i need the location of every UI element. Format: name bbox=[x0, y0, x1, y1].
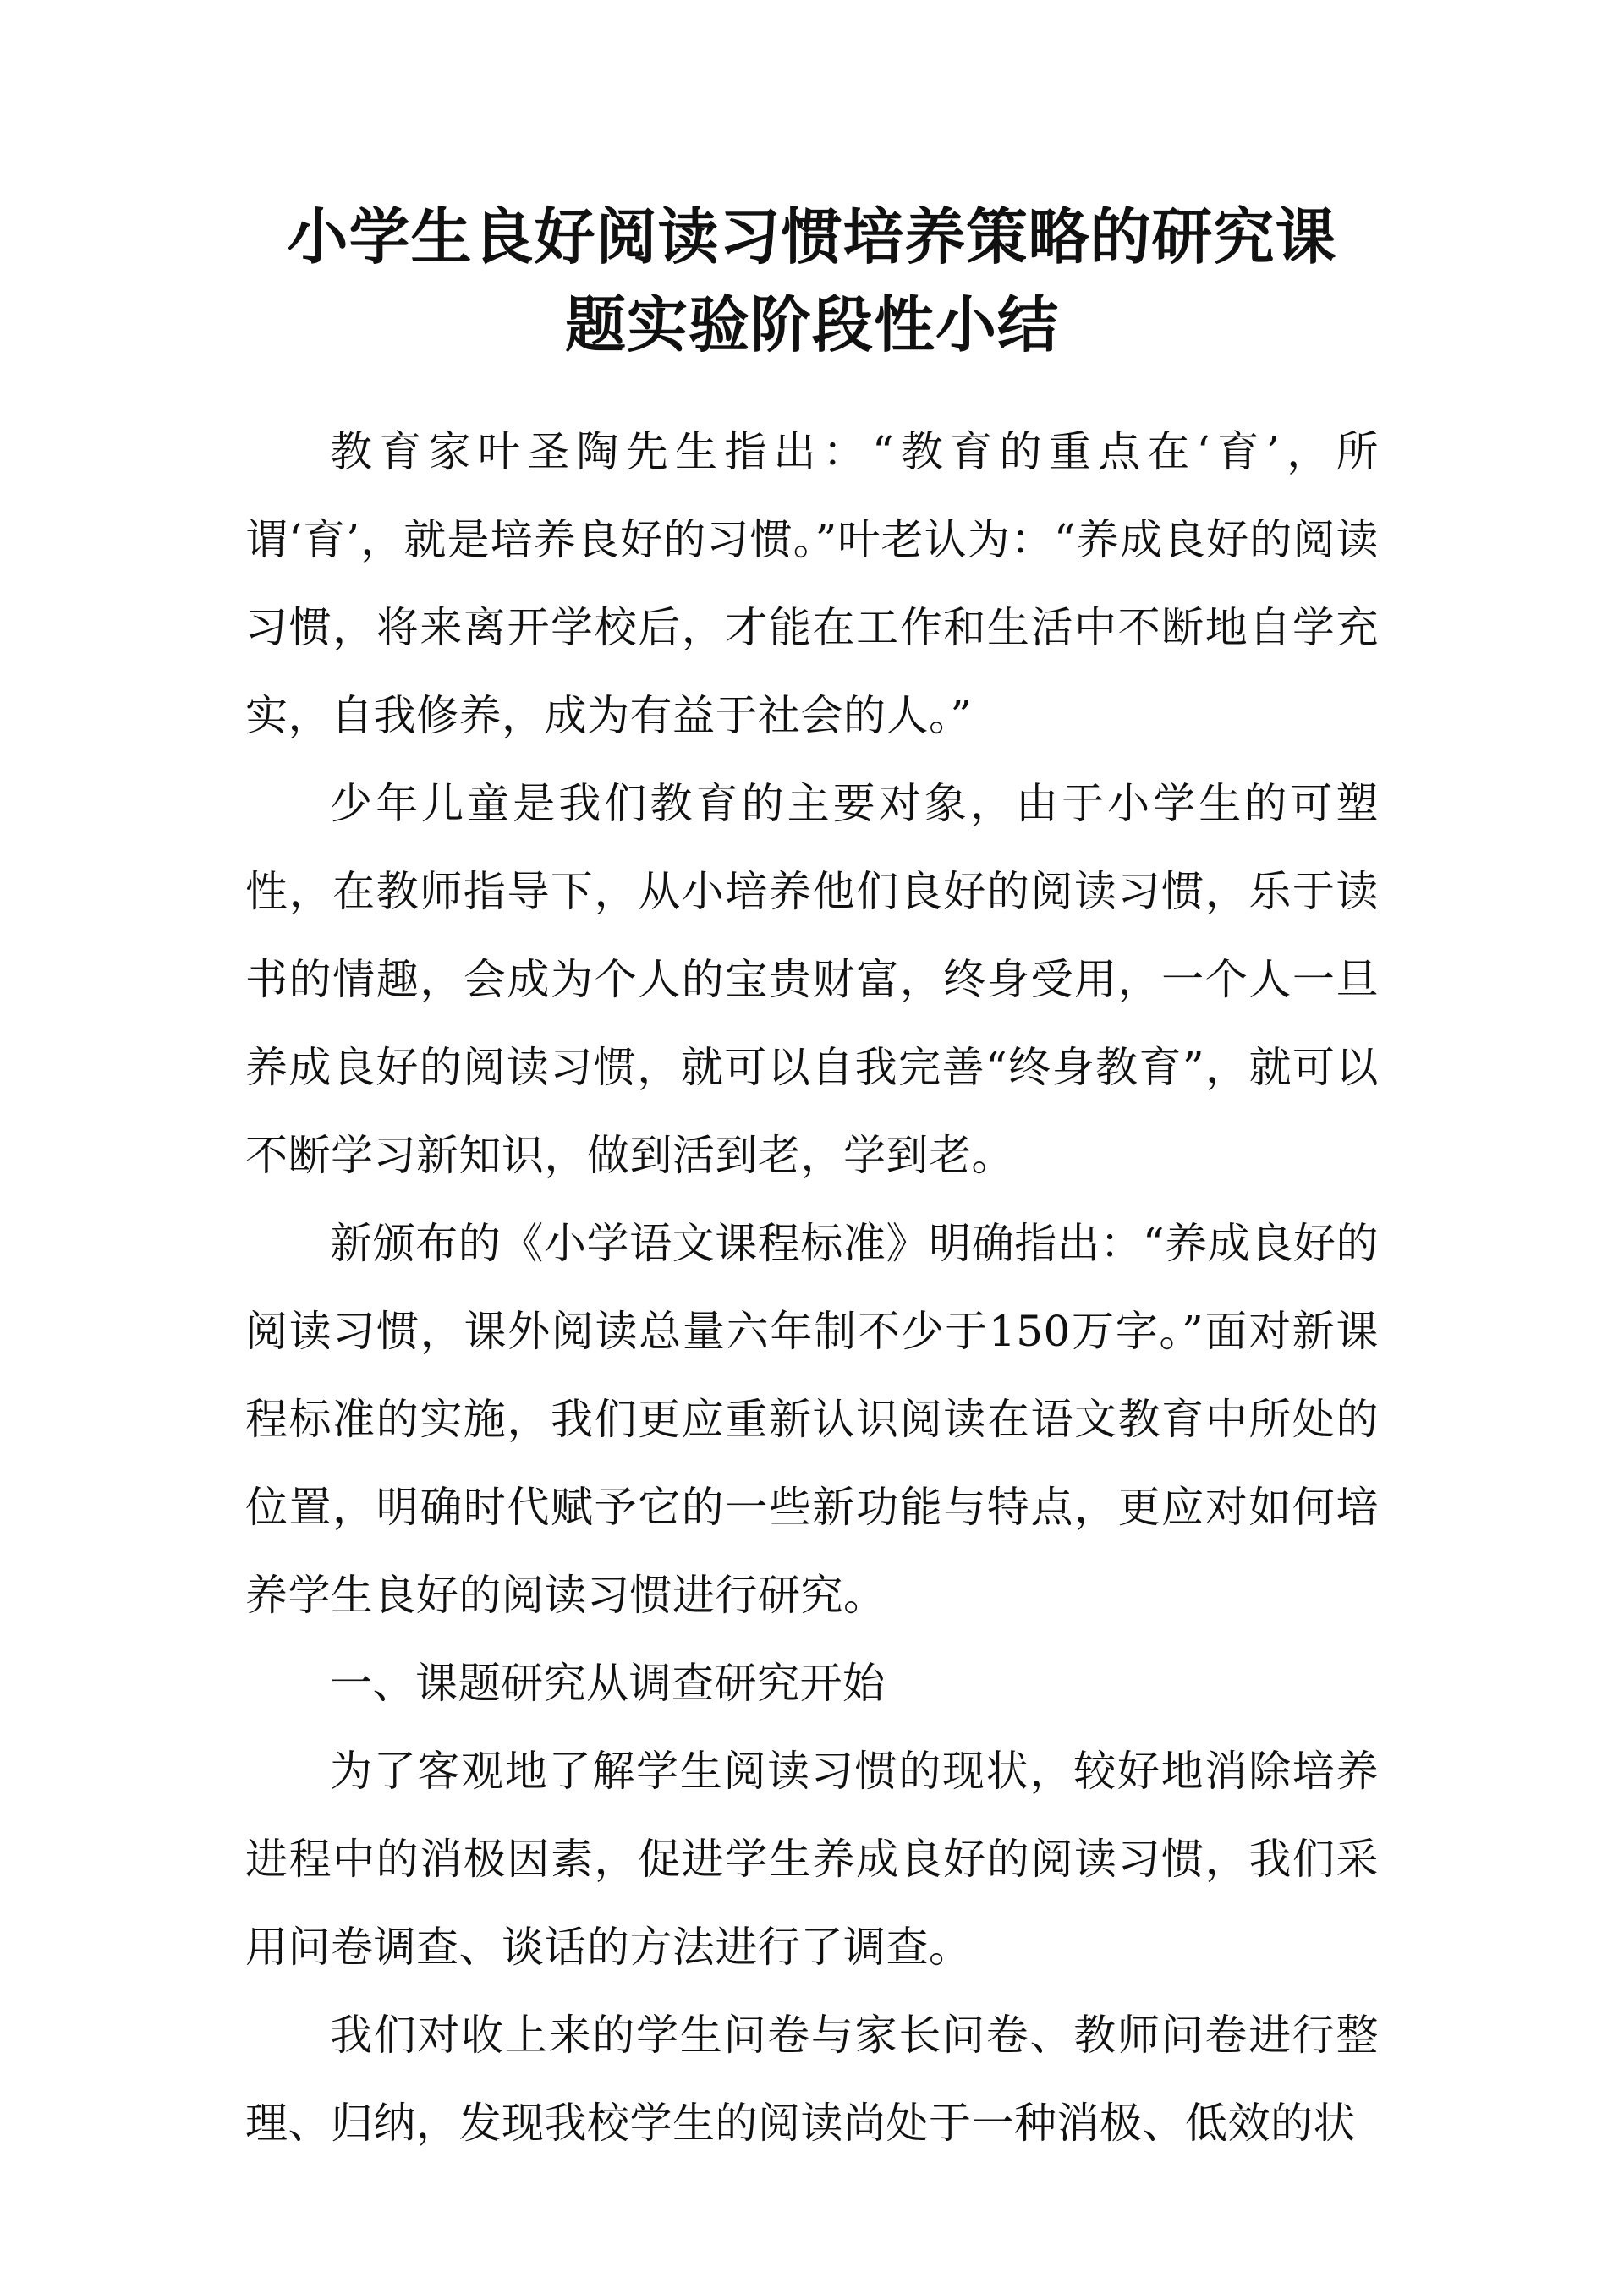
paragraph-4: 为了客观地了解学生阅读习惯的现状，较好地消除培养进程中的消极因素，促进学生养成良好的阅读习惯，我们采用问卷调查、谈话的方法进行了调查。 bbox=[245, 1747, 1379, 1972]
title-line-2: 题实验阶段性小结 bbox=[564, 288, 1059, 360]
paragraph-2: 少年儿童是我们教育的主要对象，由于小学生的可塑性，在教师指导下，从小培养他们良好的阅读习惯，乐于读书的情趣，会成为个人的宝贵财富，终身受用，一个人一旦养成良好的阅读习惯，就可以自我完善“终身教育”，就可以不断学习新知识，做到活到老，学到老。 bbox=[245, 779, 1379, 1180]
title-line-1: 小学生良好阅读习惯培养策略的研究课 bbox=[287, 200, 1337, 272]
paragraph-3: 新颁布的《小学语文课程标准》明确指出：“养成良好的阅读习惯，课外阅读总量六年制不少于150万字。”面对新课程标准的实施，我们更应重新认识阅读在语文教育中所处的位置，明确时代赋予它的一些新功能与特点，更应对如何培养学生良好的阅读习惯进行研究。 bbox=[245, 1219, 1379, 1620]
section-heading-1: 一、课题研究从调查研究开始 bbox=[330, 1659, 886, 1708]
paragraph-5: 我们对收上来的学生问卷与家长问卷、教师问卷进行整理、归纳，发现我校学生的阅读尚处于一种消极、低效的状 bbox=[245, 2011, 1379, 2148]
document-title bbox=[245, 0, 1379, 369]
paragraph-1: 教育家叶圣陶先生指出：“教育的重点在‘育’，所谓‘育’，就是培养良好的习惯。”叶老认为：“养成良好的阅读习惯，将来离开学校后，才能在工作和生活中不断地自学充实，自我修养，成为有益于社会的人。” bbox=[245, 427, 1379, 740]
document-page bbox=[245, 0, 1379, 2294]
document-body bbox=[245, 408, 1379, 2167]
